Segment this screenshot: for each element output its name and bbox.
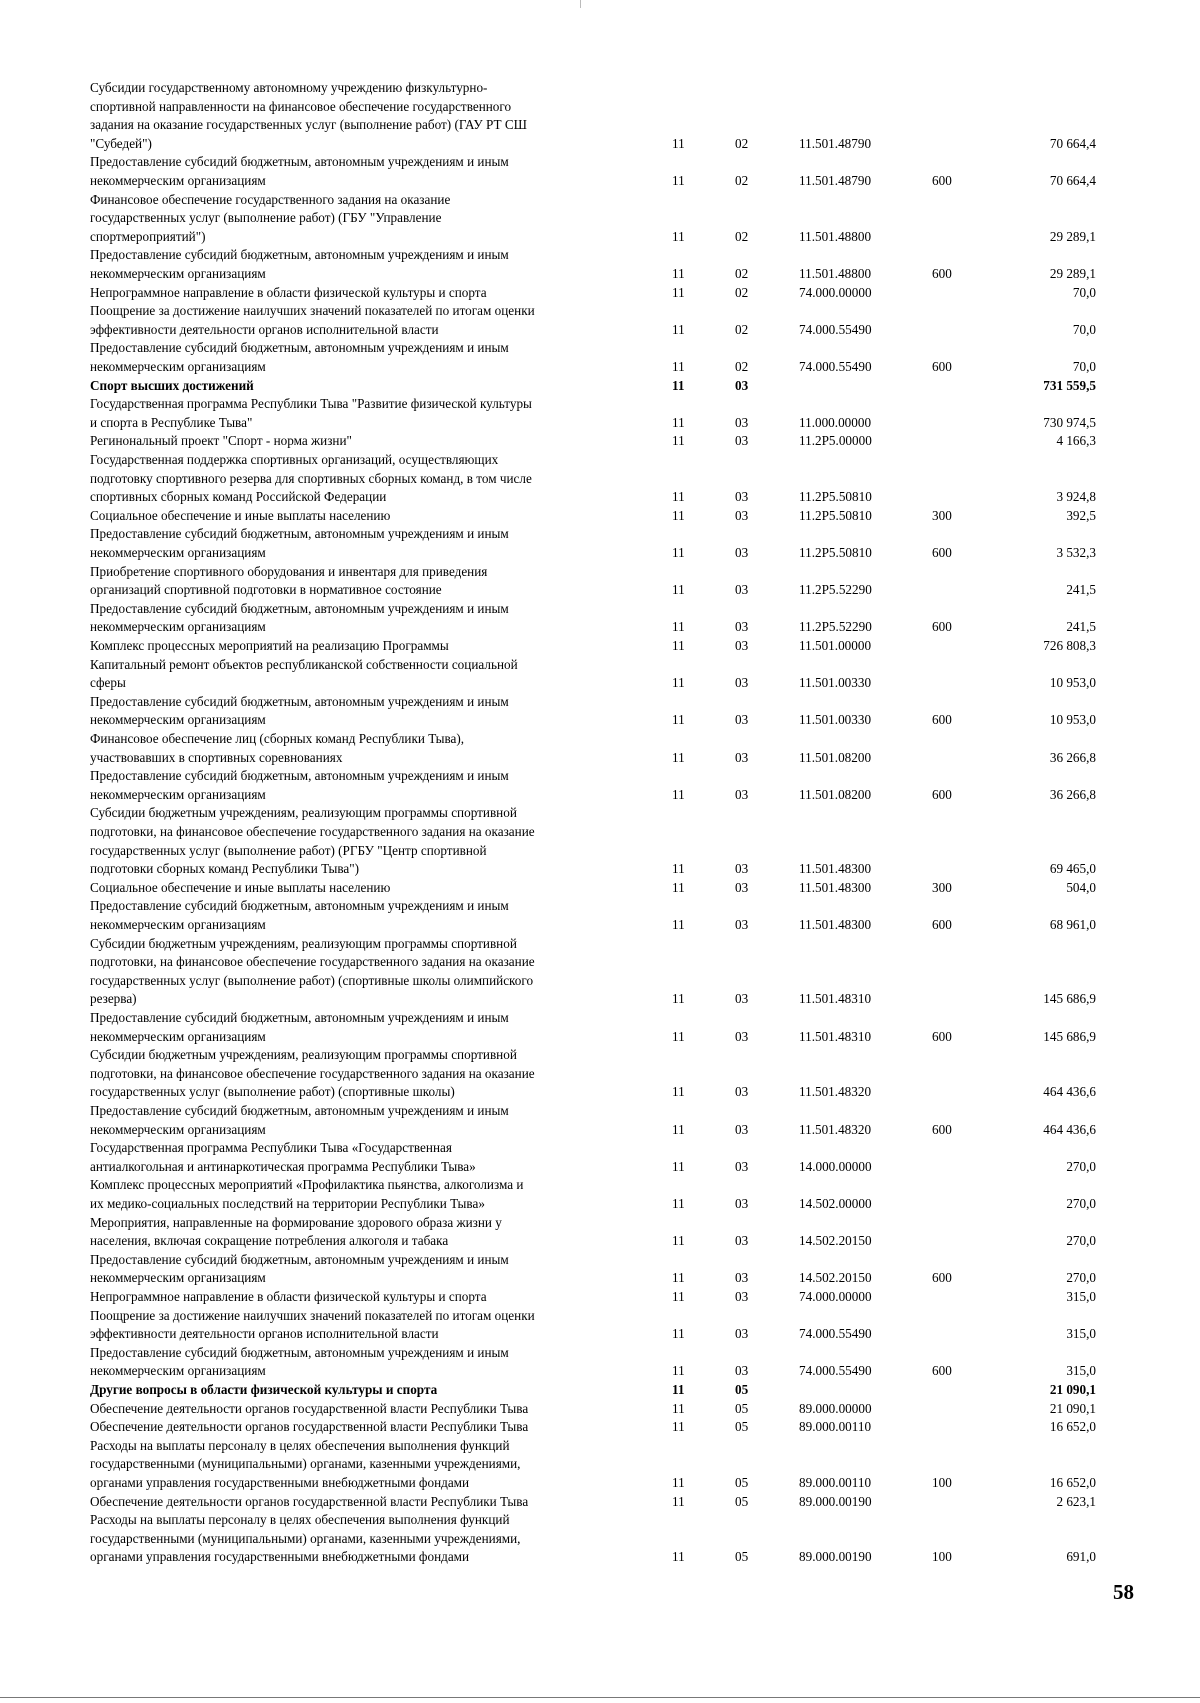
row-cs: 14.502.20150 bbox=[799, 1233, 872, 1249]
row-rz: 11 bbox=[672, 582, 685, 598]
row-sum: 70 664,4 bbox=[1049, 135, 1096, 151]
table-row bbox=[0, 246, 1200, 283]
row-description: Расходы на выплаты персоналу в целях обеспечения выполнения функций государственными (муниципальными) органами, казенными учреждениями, органами управления государственными внебюджетными фондами bbox=[90, 1512, 521, 1565]
row-description: Социальное обеспечение и иные выплаты населению bbox=[90, 507, 391, 523]
row-pr: 03 bbox=[735, 1289, 749, 1304]
row-rz: 11 bbox=[672, 1363, 685, 1379]
table-row bbox=[0, 1102, 1200, 1139]
row-pr: 03 bbox=[735, 433, 749, 449]
row-vr: 600 bbox=[932, 172, 952, 188]
row-description: Предоставление субсидий бюджетным, автономным учреждениям и иным некоммерческим организациям bbox=[90, 600, 509, 635]
row-sum: 726 808,3 bbox=[1043, 638, 1096, 653]
row-pr: 02 bbox=[735, 358, 749, 374]
row-vr: 300 bbox=[932, 507, 952, 523]
row-vr: 600 bbox=[932, 712, 952, 728]
row-rz: 11 bbox=[672, 1289, 685, 1304]
row-cs: 11.501.48800 bbox=[799, 228, 872, 244]
bottom-rule bbox=[0, 1697, 1200, 1698]
row-pr: 05 bbox=[735, 1475, 749, 1490]
row-pr: 03 bbox=[735, 489, 749, 505]
row-rz: 11 bbox=[672, 1419, 685, 1435]
row-description: Социальное обеспечение и иные выплаты населению bbox=[90, 879, 391, 895]
row-description: Приобретение спортивного оборудования и инвентаря для приведения организаций спортивной подготовки в нормативное состояние bbox=[90, 563, 488, 598]
row-description: Обеспечение деятельности органов государственной власти Республики Тыва bbox=[90, 1400, 529, 1416]
row-cs: 74.000.55490 bbox=[799, 1363, 872, 1379]
row-vr: 100 bbox=[932, 1475, 952, 1490]
row-pr: 03 bbox=[735, 1121, 749, 1137]
row-pr: 03 bbox=[735, 675, 749, 691]
row-description: Непрограммное направление в области физической культуры и спорта bbox=[90, 284, 487, 300]
row-pr: 05 bbox=[735, 1493, 749, 1509]
row-rz: 11 bbox=[672, 172, 685, 188]
row-pr: 03 bbox=[735, 377, 749, 393]
row-vr: 100 bbox=[932, 1549, 952, 1565]
row-rz: 11 bbox=[672, 1195, 685, 1211]
row-rz: 11 bbox=[672, 1270, 685, 1286]
row-sum: 315,0 bbox=[1066, 1326, 1096, 1342]
row-cs: 11.2P5.52290 bbox=[799, 582, 872, 598]
row-pr: 03 bbox=[735, 414, 749, 430]
row-sum: 464 436,6 bbox=[1043, 1084, 1096, 1100]
row-description: Непрограммное направление в области физической культуры и спорта bbox=[90, 1289, 487, 1304]
row-sum: 70,0 bbox=[1072, 321, 1096, 337]
row-vr: 600 bbox=[932, 1363, 952, 1379]
row-description: Субсидии бюджетным учреждениям, реализующим программы спортивной подготовки, на финансовое обеспечение государственного задания на оказание государственных услуг (выполнение работ) (спортивные школы олимпийского резерва) bbox=[90, 935, 535, 1007]
row-cs: 11.501.48320 bbox=[799, 1121, 872, 1137]
row-rz: 11 bbox=[672, 228, 685, 244]
row-rz: 11 bbox=[672, 675, 685, 691]
row-rz: 11 bbox=[672, 377, 685, 393]
row-sum: 16 652,0 bbox=[1049, 1475, 1096, 1490]
row-description: Предоставление субсидий бюджетным, автономным учреждениям и иным некоммерческим организациям bbox=[90, 898, 509, 932]
row-cs: 11.501.48300 bbox=[799, 861, 872, 877]
row-sum: 392,5 bbox=[1066, 507, 1096, 523]
row-cs: 14.502.20150 bbox=[799, 1270, 872, 1286]
row-pr: 03 bbox=[735, 786, 749, 802]
row-description: Предоставление субсидий бюджетным, автономным учреждениям и иным некоммерческим организациям bbox=[90, 1103, 509, 1137]
row-pr: 02 bbox=[735, 172, 749, 188]
row-rz: 11 bbox=[672, 619, 685, 635]
row-cs: 11.2P5.00000 bbox=[799, 433, 872, 449]
table-row bbox=[0, 656, 1200, 693]
row-pr: 05 bbox=[735, 1382, 749, 1397]
row-cs: 74.000.55490 bbox=[799, 1326, 872, 1342]
row-rz: 11 bbox=[672, 284, 685, 300]
row-pr: 03 bbox=[735, 544, 749, 560]
row-pr: 02 bbox=[735, 135, 749, 151]
table-row bbox=[0, 1251, 1200, 1288]
row-rz: 11 bbox=[672, 1382, 685, 1397]
row-cs: 11.501.48320 bbox=[799, 1084, 872, 1100]
row-rz: 11 bbox=[672, 916, 685, 932]
row-sum: 36 266,8 bbox=[1049, 786, 1096, 802]
table-row bbox=[0, 693, 1200, 730]
row-sum: 145 686,9 bbox=[1043, 1028, 1096, 1044]
row-sum: 731 559,5 bbox=[1043, 377, 1096, 393]
table-row bbox=[0, 1288, 1200, 1307]
row-rz: 11 bbox=[672, 265, 685, 281]
table-row bbox=[0, 1418, 1200, 1437]
row-vr: 600 bbox=[932, 358, 952, 374]
row-rz: 11 bbox=[672, 712, 685, 728]
row-rz: 11 bbox=[672, 1028, 685, 1044]
row-description: Регинональный проект "Спорт - норма жизни" bbox=[90, 433, 352, 449]
row-description: Поощрение за достижение наилучших значений показателей по итогам оценки эффективности деятельности органов исполнительной власти bbox=[90, 303, 535, 337]
row-cs: 11.2P5.52290 bbox=[799, 619, 872, 635]
row-sum: 145 686,9 bbox=[1043, 991, 1096, 1007]
row-rz: 11 bbox=[672, 433, 685, 449]
row-vr: 600 bbox=[932, 265, 952, 281]
row-sum: 730 974,5 bbox=[1043, 414, 1096, 430]
table-row bbox=[0, 79, 1200, 153]
row-cs: 11.501.00000 bbox=[799, 638, 872, 653]
row-sum: 270,0 bbox=[1066, 1158, 1096, 1174]
row-description: Предоставление субсидий бюджетным, автономным учреждениям и иным некоммерческим организациям bbox=[90, 768, 509, 802]
table-row bbox=[0, 1511, 1200, 1567]
row-rz: 11 bbox=[672, 1493, 685, 1509]
row-vr: 600 bbox=[932, 544, 952, 560]
row-pr: 03 bbox=[735, 1195, 749, 1211]
row-cs: 89.000.00190 bbox=[799, 1493, 872, 1509]
row-sum: 315,0 bbox=[1066, 1289, 1096, 1304]
row-description: Субсидии государственному автономному учреждению физкультурно- спортивной направленности на финансовое обеспечение государственного задания на оказание государственных услуг (выполнение работ) (ГАУ РТ СШ "Субедей") bbox=[90, 80, 527, 151]
table-row bbox=[0, 600, 1200, 637]
row-pr: 03 bbox=[735, 991, 749, 1007]
row-rz: 11 bbox=[672, 544, 685, 560]
row-pr: 03 bbox=[735, 1326, 749, 1342]
row-sum: 70,0 bbox=[1072, 358, 1096, 374]
row-description: Мероприятия, направленные на формирование здорового образа жизни у населения, включая сокращение потребления алкоголя и табака bbox=[90, 1214, 502, 1249]
row-cs: 11.501.08200 bbox=[799, 786, 872, 802]
row-cs: 89.000.00190 bbox=[799, 1549, 872, 1565]
table-row bbox=[0, 1009, 1200, 1046]
row-cs: 11.501.00330 bbox=[799, 712, 872, 728]
row-pr: 02 bbox=[735, 265, 749, 281]
row-sum: 691,0 bbox=[1066, 1549, 1096, 1565]
row-sum: 36 266,8 bbox=[1049, 749, 1096, 765]
table-row bbox=[0, 525, 1200, 562]
row-sum: 270,0 bbox=[1066, 1270, 1096, 1286]
row-cs: 11.501.48310 bbox=[799, 991, 872, 1007]
table-row bbox=[0, 451, 1200, 507]
row-rz: 11 bbox=[672, 507, 685, 523]
row-vr: 600 bbox=[932, 619, 952, 635]
row-sum: 3 924,8 bbox=[1056, 489, 1096, 505]
table-row bbox=[0, 767, 1200, 804]
row-vr: 300 bbox=[932, 879, 952, 895]
row-pr: 03 bbox=[735, 1270, 749, 1286]
row-vr: 600 bbox=[932, 1270, 952, 1286]
row-cs: 11.2P5.50810 bbox=[799, 507, 872, 523]
row-pr: 02 bbox=[735, 284, 749, 300]
row-cs: 89.000.00000 bbox=[799, 1400, 872, 1416]
row-description: Расходы на выплаты персоналу в целях обеспечения выполнения функций государственными (муниципальными) органами, казенными учреждениями, органами управления государственными внебюджетными фондами bbox=[90, 1437, 521, 1490]
page-number: 58 bbox=[1113, 1580, 1134, 1604]
row-rz: 11 bbox=[672, 358, 685, 374]
table-row bbox=[0, 507, 1200, 526]
row-rz: 11 bbox=[672, 861, 685, 877]
row-sum: 241,5 bbox=[1066, 619, 1096, 635]
row-pr: 05 bbox=[735, 1549, 749, 1565]
row-sum: 270,0 bbox=[1066, 1233, 1096, 1249]
row-sum: 70 664,4 bbox=[1049, 172, 1096, 188]
row-cs: 74.000.55490 bbox=[799, 358, 872, 374]
row-sum: 2 623,1 bbox=[1056, 1493, 1096, 1509]
row-pr: 03 bbox=[735, 861, 749, 877]
table-row bbox=[0, 284, 1200, 303]
row-cs: 74.000.00000 bbox=[799, 284, 872, 300]
scan-artifact-mark bbox=[580, 0, 581, 8]
row-rz: 11 bbox=[672, 879, 685, 895]
table-row bbox=[0, 1400, 1200, 1419]
row-sum: 10 953,0 bbox=[1049, 675, 1096, 691]
table-row bbox=[0, 1139, 1200, 1176]
row-sum: 10 953,0 bbox=[1049, 712, 1096, 728]
row-vr: 600 bbox=[932, 1028, 952, 1044]
row-pr: 03 bbox=[735, 1158, 749, 1174]
row-cs: 11.2P5.50810 bbox=[799, 544, 872, 560]
row-pr: 03 bbox=[735, 879, 749, 895]
row-description: Государственная программа Республики Тыва «Государственная антиалкогольная и антинаркотическая программа Республики Тыва» bbox=[90, 1140, 476, 1174]
row-rz: 11 bbox=[672, 1084, 685, 1100]
row-vr: 600 bbox=[932, 786, 952, 802]
row-description: Поощрение за достижение наилучших значений показателей по итогам оценки эффективности деятельности органов исполнительной власти bbox=[90, 1307, 535, 1342]
row-cs: 74.000.00000 bbox=[799, 1289, 872, 1304]
row-sum: 3 532,3 bbox=[1056, 544, 1096, 560]
row-cs: 11.501.00330 bbox=[799, 675, 872, 691]
row-rz: 11 bbox=[672, 638, 685, 653]
row-description: Предоставление субсидий бюджетным, автономным учреждениям и иным некоммерческим организациям bbox=[90, 1344, 509, 1379]
row-sum: 29 289,1 bbox=[1049, 265, 1096, 281]
row-cs: 89.000.00110 bbox=[799, 1419, 872, 1435]
row-description: Обеспечение деятельности органов государственной власти Республики Тыва bbox=[90, 1493, 529, 1509]
row-pr: 05 bbox=[735, 1419, 749, 1435]
row-description: Субсидии бюджетным учреждениям, реализующим программы спортивной подготовки, на финансовое обеспечение государственного задания на оказание государственных услуг (выполнение работ) (спортивные школы) bbox=[90, 1047, 535, 1100]
table-row bbox=[0, 1381, 1200, 1400]
row-description: Комплекс процессных мероприятий на реализацию Программы bbox=[90, 638, 449, 653]
table-row bbox=[0, 1307, 1200, 1344]
row-pr: 03 bbox=[735, 1233, 749, 1249]
row-description: Финансовое обеспечение государственного задания на оказание государственных услуг (выполнение работ) (ГБУ "Управление спортмероприятий") bbox=[90, 191, 451, 244]
row-vr: 600 bbox=[932, 1121, 952, 1137]
table-row bbox=[0, 302, 1200, 339]
row-rz: 11 bbox=[672, 1326, 685, 1342]
row-pr: 03 bbox=[735, 916, 749, 932]
table-row bbox=[0, 377, 1200, 396]
row-pr: 03 bbox=[735, 712, 749, 728]
row-rz: 11 bbox=[672, 786, 685, 802]
row-description: Предоставление субсидий бюджетным, автономным учреждениям и иным некоммерческим организациям bbox=[90, 154, 509, 188]
table-row bbox=[0, 339, 1200, 376]
row-sum: 29 289,1 bbox=[1049, 228, 1096, 244]
row-cs: 11.501.48300 bbox=[799, 879, 872, 895]
row-rz: 11 bbox=[672, 321, 685, 337]
table-row bbox=[0, 935, 1200, 1009]
row-description: Финансовое обеспечение лиц (сборных команд Республики Тыва), участвовавших в спортивных соревнованиях bbox=[90, 731, 465, 765]
table-row bbox=[0, 432, 1200, 451]
row-rz: 11 bbox=[672, 1400, 685, 1416]
table-row bbox=[0, 191, 1200, 247]
table-row bbox=[0, 804, 1200, 878]
row-sum: 315,0 bbox=[1066, 1363, 1096, 1379]
row-cs: 14.502.00000 bbox=[799, 1195, 872, 1211]
row-description: Спорт высших достижений bbox=[90, 377, 254, 393]
row-description: Предоставление субсидий бюджетным, автономным учреждениям и иным некоммерческим организациям bbox=[90, 1251, 509, 1286]
row-cs: 11.501.48790 bbox=[799, 172, 872, 188]
table-row bbox=[0, 1214, 1200, 1251]
row-rz: 11 bbox=[672, 991, 685, 1007]
row-pr: 03 bbox=[735, 619, 749, 635]
row-cs: 74.000.55490 bbox=[799, 321, 872, 337]
row-cs: 11.501.48800 bbox=[799, 265, 872, 281]
row-sum: 464 436,6 bbox=[1043, 1121, 1096, 1137]
row-description: Комплекс процессных мероприятий «Профилактика пьянства, алкоголизма и их медико-социальных последствий на территории Республики Тыва» bbox=[90, 1177, 524, 1211]
row-cs: 11.501.08200 bbox=[799, 749, 872, 765]
row-rz: 11 bbox=[672, 414, 685, 430]
row-description: Предоставление субсидий бюджетным, автономным учреждениям и иным некоммерческим организациям bbox=[90, 340, 509, 374]
row-pr: 03 bbox=[735, 507, 749, 523]
row-rz: 11 bbox=[672, 1475, 685, 1490]
row-rz: 11 bbox=[672, 749, 685, 765]
row-pr: 03 bbox=[735, 1084, 749, 1100]
row-cs: 11.501.48310 bbox=[799, 1028, 872, 1044]
row-pr: 05 bbox=[735, 1400, 749, 1416]
row-cs: 11.501.48300 bbox=[799, 916, 872, 932]
table-row bbox=[0, 1344, 1200, 1381]
table-row bbox=[0, 563, 1200, 600]
row-rz: 11 bbox=[672, 1233, 685, 1249]
table-row bbox=[0, 1176, 1200, 1213]
row-cs: 14.000.00000 bbox=[799, 1158, 872, 1174]
table-row bbox=[0, 897, 1200, 934]
row-rz: 11 bbox=[672, 1121, 685, 1137]
row-cs: 89.000.00110 bbox=[799, 1475, 872, 1490]
row-cs: 11.501.48790 bbox=[799, 135, 872, 151]
row-description: Субсидии бюджетным учреждениям, реализующим программы спортивной подготовки, на финансовое обеспечение государственного задания на оказание государственных услуг (выполнение работ) (РГБУ "Центр спортивной подготовки сборных команд Республики Тыва") bbox=[90, 805, 535, 877]
row-description: Капитальный ремонт объектов республиканской собственности социальной сферы bbox=[90, 656, 518, 691]
row-pr: 03 bbox=[735, 582, 749, 598]
row-description: Предоставление субсидий бюджетным, автономным учреждениям и иным некоммерческим организациям bbox=[90, 526, 509, 560]
row-cs: 11.000.00000 bbox=[799, 414, 872, 430]
table-row bbox=[0, 637, 1200, 656]
row-pr: 03 bbox=[735, 749, 749, 765]
row-rz: 11 bbox=[672, 1158, 685, 1174]
row-rz: 11 bbox=[672, 489, 685, 505]
table-row bbox=[0, 153, 1200, 190]
row-rz: 11 bbox=[672, 1549, 685, 1565]
row-sum: 70,0 bbox=[1072, 284, 1096, 300]
row-sum: 241,5 bbox=[1066, 582, 1096, 598]
table-row bbox=[0, 730, 1200, 767]
table-row bbox=[0, 879, 1200, 898]
row-description: Государственная поддержка спортивных организаций, осуществляющих подготовку спортивного резерва для спортивных сборных команд, в том числе спортивных сборных команд Российской Федерации bbox=[90, 452, 532, 505]
row-description: Обеспечение деятельности органов государственной власти Республики Тыва bbox=[90, 1419, 529, 1435]
row-vr: 600 bbox=[932, 916, 952, 932]
row-pr: 03 bbox=[735, 638, 749, 653]
row-sum: 16 652,0 bbox=[1049, 1419, 1096, 1435]
row-sum: 504,0 bbox=[1066, 879, 1096, 895]
row-pr: 03 bbox=[735, 1028, 749, 1044]
row-sum: 21 090,1 bbox=[1049, 1382, 1096, 1397]
row-sum: 270,0 bbox=[1066, 1195, 1096, 1211]
table-row bbox=[0, 1437, 1200, 1493]
row-description: Предоставление субсидий бюджетным, автономным учреждениям и иным некоммерческим организациям bbox=[90, 693, 509, 728]
row-sum: 68 961,0 bbox=[1049, 916, 1096, 932]
row-sum: 4 166,3 bbox=[1056, 433, 1096, 449]
row-sum: 69 465,0 bbox=[1049, 861, 1096, 877]
row-description: Государственная программа Республики Тыва "Развитие физической культуры и спорта в Республике Тыва" bbox=[90, 396, 532, 430]
row-sum: 21 090,1 bbox=[1049, 1400, 1096, 1416]
row-pr: 03 bbox=[735, 1363, 749, 1379]
row-description: Предоставление субсидий бюджетным, автономным учреждениям и иным некоммерческим организациям bbox=[90, 1010, 509, 1044]
table-row bbox=[0, 1046, 1200, 1102]
row-rz: 11 bbox=[672, 135, 685, 151]
row-description: Другие вопросы в области физической культуры и спорта bbox=[90, 1382, 438, 1397]
table-row bbox=[0, 1493, 1200, 1512]
row-pr: 02 bbox=[735, 228, 749, 244]
row-description: Предоставление субсидий бюджетным, автономным учреждениям и иным некоммерческим организациям bbox=[90, 247, 509, 281]
row-pr: 02 bbox=[735, 321, 749, 337]
row-cs: 11.2P5.50810 bbox=[799, 489, 872, 505]
table-row bbox=[0, 395, 1200, 432]
